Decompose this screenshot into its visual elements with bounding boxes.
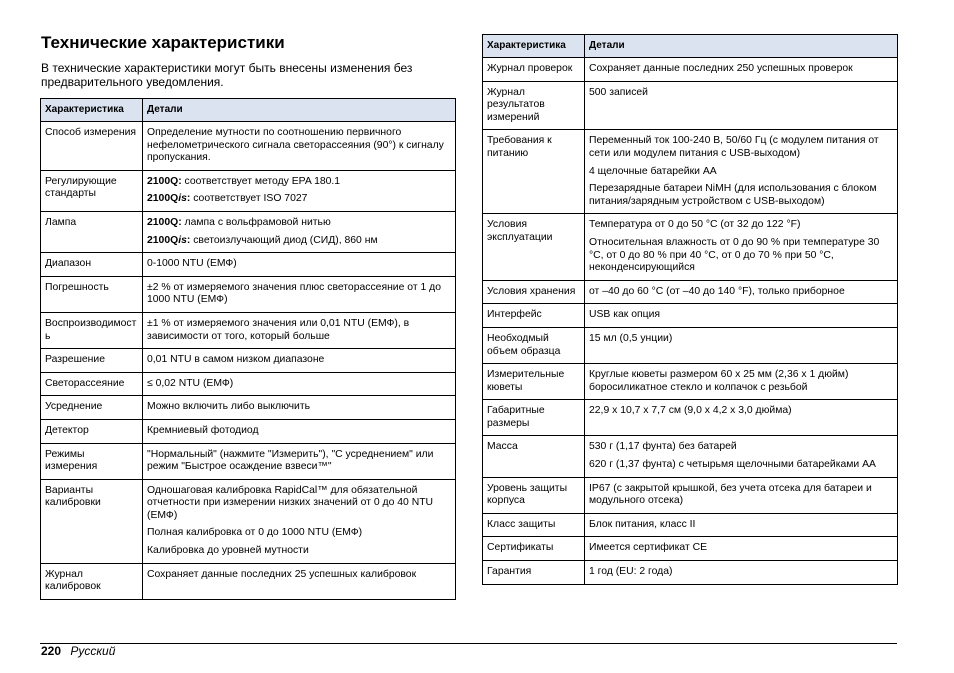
- details-cell: [143, 276, 456, 312]
- feature-cell: Сертификаты: [483, 537, 585, 561]
- feature-cell: Погрешность: [41, 276, 143, 312]
- table-row: [41, 349, 456, 373]
- detail-line: Перезарядные батареи NiMH (для использования с блоком питания/зарядным устройством с USB-выходом): [589, 183, 877, 207]
- details-cell: [143, 122, 456, 171]
- feature-cell: Варианты калибровки: [41, 479, 143, 563]
- feature-cell: Уровень защиты корпуса: [483, 477, 585, 513]
- table-row: [483, 537, 898, 561]
- detail-line: ±1 % от измеряемого значения или 0,01 NTU (ЕМФ), в зависимости от того, который больше: [147, 317, 410, 342]
- model-suffix: is: [178, 193, 187, 205]
- detail-line: от –40 до 60 °C (от –40 до 140 °F), только приборное: [589, 285, 845, 297]
- details-cell: [585, 327, 898, 363]
- table-row: [41, 479, 456, 563]
- detail-line: 0,01 NTU в самом низком диапазоне: [147, 354, 325, 366]
- table-row: [483, 327, 898, 363]
- header-feature: Характеристика: [483, 35, 585, 58]
- intro-paragraph: В технические характеристики могут быть внесены изменения без предварительного уведомления.: [41, 61, 413, 89]
- detail-line: 500 записей: [589, 86, 648, 98]
- detail-line: Температура от 0 до 50 °C (от 32 до 122 °F): [589, 219, 801, 231]
- detail-line: Кремниевый фотодиод: [147, 424, 259, 436]
- table-row: [41, 312, 456, 348]
- detail-line: 530 г (1,17 фунта) без батарей: [589, 441, 737, 453]
- details-cell: [585, 81, 898, 130]
- detail-line: 4 щелочные батарейки AA: [589, 165, 717, 177]
- details-cell: [585, 436, 898, 477]
- model-colon: :: [186, 234, 191, 246]
- detail-line: Полная калибровка от 0 до 1000 NTU (ЕМФ): [147, 527, 363, 539]
- feature-cell: Габаритные размеры: [483, 400, 585, 436]
- feature-cell: Диапазон: [41, 253, 143, 277]
- details-cell: [585, 537, 898, 561]
- feature-cell: Лампа: [41, 211, 143, 252]
- feature-cell: Условия эксплуатации: [483, 214, 585, 280]
- feature-cell: Измерительные кюветы: [483, 364, 585, 400]
- detail-line: Можно включить либо выключить: [147, 401, 311, 413]
- detail-line: "Нормальный" (нажмите "Измерить"), "С усреднением" или режим "Быстрое осаждение взвеси™": [147, 448, 434, 473]
- details-cell: [143, 419, 456, 443]
- header-details: Детали: [585, 35, 898, 58]
- table-row: [41, 419, 456, 443]
- detail-line: Калибровка до уровней мутности: [147, 545, 309, 557]
- model-label: 2100Q: [147, 193, 179, 205]
- table-row: [483, 561, 898, 585]
- feature-cell: Режимы измерения: [41, 443, 143, 479]
- detail-line: Имеется сертификат CE: [589, 542, 708, 554]
- footer-rule: [40, 643, 897, 644]
- table-header-row: [483, 35, 898, 58]
- detail-line: [147, 217, 451, 230]
- details-cell: [585, 364, 898, 400]
- details-cell: [585, 513, 898, 537]
- table-header-row: [41, 99, 456, 122]
- detail-line: [147, 193, 451, 206]
- feature-cell: Регулирующие стандарты: [41, 170, 143, 211]
- header-feature: Характеристика: [41, 99, 143, 122]
- detail-line: Круглые кюветы размером 60 x 25 мм (2,36 x 1 дюйм) боросиликатное стекло и колпачок с резьбой: [589, 369, 849, 393]
- details-cell: [143, 211, 456, 252]
- detail-line: Одношаговая калибровка RapidCal™ для обязательной отчетности при измерении низких значений от 0 до 40 NTU (ЕМФ): [147, 484, 434, 521]
- feature-cell: Способ измерения: [41, 122, 143, 171]
- feature-cell: Требования к питанию: [483, 130, 585, 214]
- detail-line: [147, 235, 451, 248]
- feature-cell: Светорассеяние: [41, 372, 143, 396]
- detail-line: ±2 % от измеряемого значения плюс светорассеяние от 1 до 1000 NTU (ЕМФ): [147, 281, 441, 306]
- model-colon: :: [186, 193, 191, 205]
- table-row: [41, 276, 456, 312]
- details-cell: [143, 372, 456, 396]
- feature-cell: Усреднение: [41, 396, 143, 420]
- table-row: [41, 122, 456, 171]
- footer-language: Русский: [70, 644, 116, 658]
- page-title: Технические характеристики: [41, 33, 285, 52]
- detail-line: Сохраняет данные последних 250 успешных проверок: [589, 63, 853, 74]
- table-row: [483, 436, 898, 477]
- page-number: 220: [41, 644, 62, 658]
- detail-line: 0-1000 NTU (ЕМФ): [147, 258, 237, 270]
- feature-cell: Журнал проверок: [483, 58, 585, 82]
- table-row: [41, 253, 456, 277]
- detail-text: лампа с вольфрамовой нитью: [181, 216, 331, 228]
- spec-table-left: [40, 98, 456, 600]
- detail-line: 620 г (1,37 фунта) с четырьмя щелочными батарейками AA: [589, 459, 876, 471]
- table-row: [483, 130, 898, 214]
- table-row: [483, 280, 898, 304]
- detail-line: Переменный ток 100-240 В, 50/60 Гц (с модулем питания от сети или модулем питания с USB-выходом): [589, 135, 879, 159]
- table-row: [483, 513, 898, 537]
- header-details: Детали: [143, 99, 456, 122]
- details-cell: [143, 479, 456, 563]
- detail-text: соответствует методу EPA 180.1: [181, 175, 341, 187]
- table-row: [41, 443, 456, 479]
- details-cell: [143, 170, 456, 211]
- table-row: [483, 81, 898, 130]
- details-cell: [585, 58, 898, 82]
- feature-cell: Детектор: [41, 419, 143, 443]
- table-row: [41, 170, 456, 211]
- detail-text: светоизлучающий диод (СИД), 860 нм: [190, 234, 378, 246]
- table-row: [483, 477, 898, 513]
- details-cell: [143, 349, 456, 373]
- model-label: 2100Q:: [147, 216, 182, 228]
- feature-cell: Масса: [483, 436, 585, 477]
- details-cell: [585, 214, 898, 280]
- details-cell: [143, 253, 456, 277]
- details-cell: [143, 396, 456, 420]
- feature-cell: Разрешение: [41, 349, 143, 373]
- detail-line: Определение мутности по соотношению первичного нефелометрического сигнала светорассеяния (90°) к сигналу пропускания.: [147, 127, 444, 164]
- model-label: 2100Q: [147, 234, 179, 246]
- model-suffix: is: [178, 234, 187, 246]
- table-row: [41, 396, 456, 420]
- detail-line: IP67 (с закрытой крышкой, без учета отсека для батареи и модульного отсека): [589, 482, 872, 507]
- detail-line: 22,9 x 10,7 x 7,7 см (9,0 x 4,2 x 3,0 дюйма): [589, 405, 792, 417]
- detail-line: ≤ 0,02 NTU (ЕМФ): [147, 377, 234, 389]
- detail-line: [147, 176, 451, 189]
- table-row: [483, 400, 898, 436]
- detail-text: соответствует ISO 7027: [190, 193, 308, 205]
- feature-cell: Журнал результатов измерений: [483, 81, 585, 130]
- detail-line: Относительная влажность от 0 до 90 % при температуре 30 °C, от 0 до 80 % при 40 °C, от 0 до 70 % при 50 °C, неконденсирующийся: [589, 236, 880, 274]
- detail-line: Сохраняет данные последних 25 успешных калибровок: [147, 568, 417, 580]
- table-row: [483, 214, 898, 280]
- feature-cell: Гарантия: [483, 561, 585, 585]
- table-row: [483, 304, 898, 328]
- spec-table-right: [482, 34, 898, 585]
- table-row: [483, 58, 898, 82]
- feature-cell: Воспроизводимость: [41, 312, 143, 348]
- table-row: [41, 211, 456, 252]
- table-row: [41, 563, 456, 599]
- details-cell: [585, 561, 898, 585]
- details-cell: [585, 280, 898, 304]
- table-row: [483, 364, 898, 400]
- details-cell: [585, 400, 898, 436]
- details-cell: [143, 563, 456, 599]
- detail-line: Блок питания, класс II: [589, 518, 696, 530]
- feature-cell: Класс защиты: [483, 513, 585, 537]
- detail-line: 15 мл (0,5 унции): [589, 332, 673, 344]
- feature-cell: Необходмый объем образца: [483, 327, 585, 363]
- table-row: [41, 372, 456, 396]
- detail-line: 1 год (EU: 2 года): [589, 566, 673, 578]
- feature-cell: Журнал калибровок: [41, 563, 143, 599]
- model-label: 2100Q:: [147, 175, 182, 187]
- feature-cell: Условия хранения: [483, 280, 585, 304]
- page-footer: [41, 644, 115, 658]
- detail-line: USB как опция: [589, 309, 661, 321]
- details-cell: [143, 312, 456, 348]
- details-cell: [585, 304, 898, 328]
- feature-cell: Интерфейс: [483, 304, 585, 328]
- details-cell: [143, 443, 456, 479]
- details-cell: [585, 477, 898, 513]
- details-cell: [585, 130, 898, 214]
